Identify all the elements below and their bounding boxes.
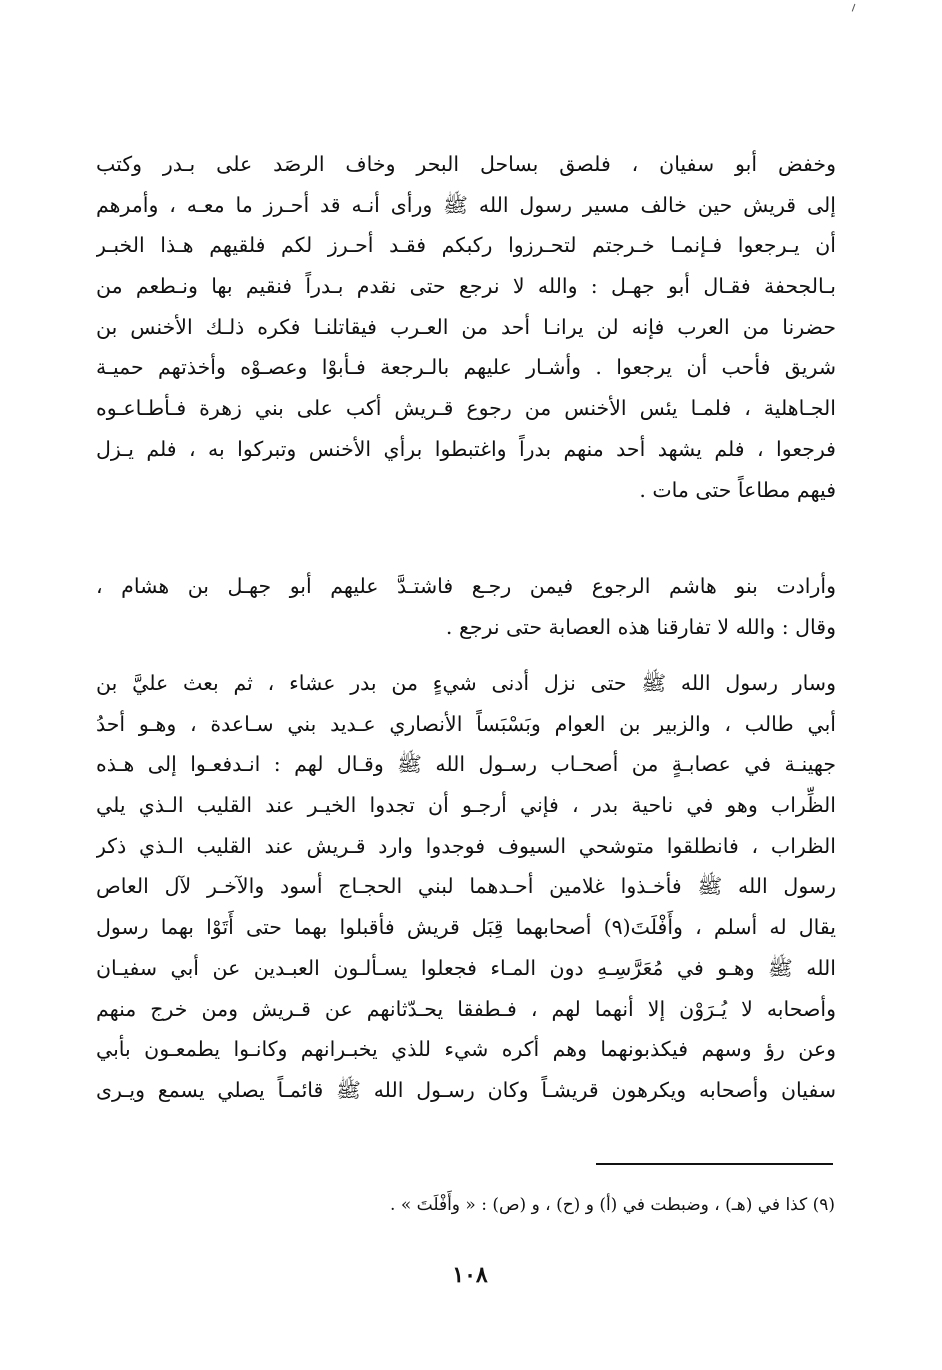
corner-mark: [852, 4, 858, 13]
text-line: وخفض أبو سفيان ، فلصق بساحل البحر وخاف الرصَد على بـدر وكتب: [96, 152, 836, 176]
page-number: ١٠٨: [452, 1262, 488, 1288]
text-line: الله ﷺ وهـو في مُعَرَّسِـهِ دون المـاء فجعلوا يسـألـون العبـدين عن أبي سفيـان: [96, 955, 836, 980]
text-line: وسار رسول الله ﷺ حتى نزل أدنى شيءٍ من بدر عشاء ، ثم بعث عليَّ بن: [96, 671, 836, 695]
text-line: جهينـة في عصابـةٍ من أصحـاب رسـول الله ﷺ وقـال لهم : انـدفعـوا إلى هـذه: [96, 752, 836, 777]
footnote-divider: [596, 1163, 833, 1165]
text-line: وعن رؤ وسهم فيكذبونهما وهم أكره شيء للذي يخبـرانهم وكانـوا يطمعـون بأبي: [96, 1037, 836, 1062]
text-line: وأرادت بنو هاشم الرجوع فيمن رجـع فاشتـدَّ عليهم أبو جهـل بن هشام ،: [96, 574, 836, 598]
footnote: (٩) كذا في (هـ) ، وضبطت في (أ) و (ح) ، و (ص) : « وأَفْلَتَ » .: [390, 1195, 835, 1215]
text-line: وقال : والله لا تفارقنا هذه العصابة حتى نرجع .: [445, 614, 836, 639]
text-line: فرجعوا ، فلم يشهد أحد منهم بدراً واغتبطوا برأي الأخنس وتبركوا به ، فلم يـزل: [96, 436, 836, 461]
text-line: شريق فأحب أن يرجعوا . وأشـار عليهم بالـرجعة فـأبوْا وعصـوْه وأخذتهم حميـة: [96, 355, 836, 380]
text-line: بـالجحفة فقـال أبو جهـل : والله لا نرجع حتى نقدم بـدراً فنقيم بها ونـطعم من: [96, 274, 836, 299]
text-line: إلى قريش حين خالف مسير رسول الله ﷺ ورأى أنـه قد أحـرز ما معـه ، وأمرهم: [96, 192, 836, 217]
text-line: يقال له أسلم ، وأَفْلَتَ(٩) أصحابهما قِبَل قريش فأقبلوا بهما حتى أَتَوْا بهما رسول: [96, 915, 836, 940]
text-line: الظراب ، فانطلقوا متوشحي السيوف فوجدوا وارد قـريش عند القليب الـذي ذكر: [96, 833, 836, 858]
text-line: رسول الله ﷺ فأخـذوا غلامين أحـدهما لبني الحجـاج أسود والآخـر لآل العاص: [96, 874, 836, 899]
text-line: الظِّراب وهو في ناحية بدر ، فإني أرجـو أن تجدوا الخيـر عند القليب الـذي يلي: [96, 793, 836, 818]
paragraph-2: [96, 566, 836, 647]
text-line: حضرنا من العرب فإنه لن يرانـا أحد من العـرب فيقاتلنـا فكره ذلـك الأخنس بن: [96, 314, 836, 339]
paragraph-1: [96, 144, 836, 510]
text-line: الجـاهلية ، فلمـا يئس الأخنس من رجوع قـريش أكب على بني زهرة فـأطـاعـوه: [96, 396, 836, 421]
text-line: وأصحابه لا يُـرَوْن إلا أنهما لهم ، فـطفقا يحـدّثانهم عن قـريش ومن خرج منهم: [96, 996, 836, 1021]
text-line: فيهم مطاعاً حتى مات .: [639, 477, 836, 502]
paragraph-3: [96, 663, 836, 1111]
text-line: سفيان وأصحابه ويكرهون قريشـاً وكان رسـول الله ﷺ قائمـاً يصلي يسمع ويـرى: [96, 1077, 836, 1102]
text-line: أبي طالب ، والزبير بن العوام وبَسْبَساً الأنصاري عـديد بني سـاعدة ، وهـو أحدُ: [96, 711, 836, 736]
text-line: أن يـرجعوا فـإنمـا خـرجتم لتحـرزوا ركبكم فقـد أحـرز لكم فلقيهم هـذا الخبـر: [96, 233, 836, 258]
